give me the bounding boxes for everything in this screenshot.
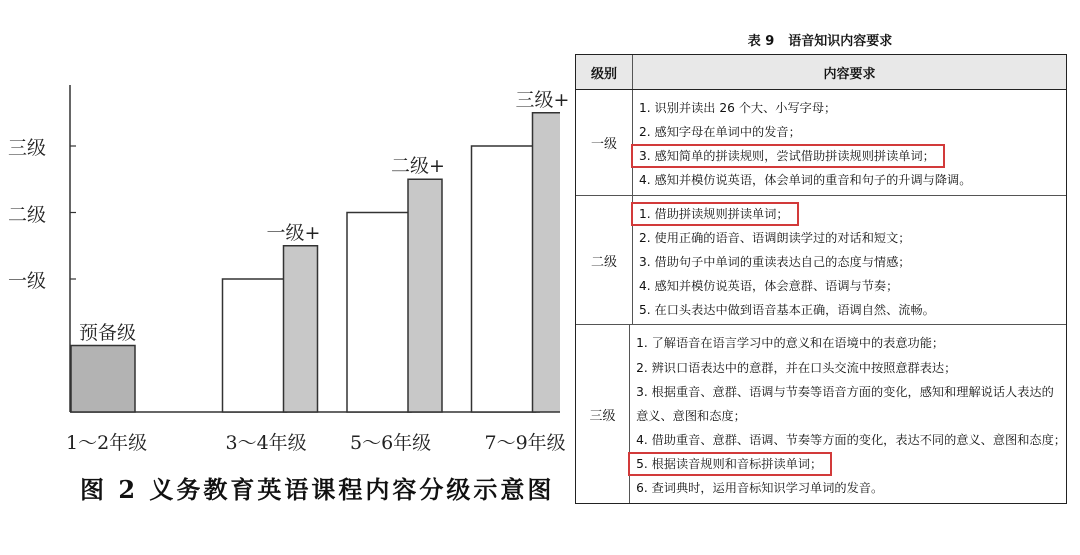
requirement-item-highlighted: 1. 借助拼读规则拼读单词； [633,204,797,224]
requirement-item-wrapper [639,96,1066,120]
requirement-item: 1. 了解语音在语言学习中的意义和在语境中的表意功能； [636,336,945,351]
requirements-cell [633,196,1066,325]
bar-plus-level [408,179,442,412]
bar-preparatory [71,346,135,413]
table-name: 语音知识内容要求 [788,34,893,49]
table-row [576,325,1066,502]
requirement-item-wrapper [639,250,1066,274]
table-row [576,196,1066,326]
requirement-item: 4. 感知并模仿说英语，体会意群、语调与节奏； [639,279,899,294]
bar-plus-level [284,246,318,412]
y-tick-label: 二级 [8,203,47,226]
requirement-item-wrapper [639,274,1066,298]
table-header-row [576,55,1066,90]
bar-level-label: 三级+ [515,88,570,111]
x-category-label: 5～6年级 [350,432,432,454]
requirement-item: 2. 辨识口语表达中的意群，并在口头交流中按照意群表达； [636,360,957,375]
header-content: 内容要求 [823,66,876,82]
header-level: 级别 [576,55,633,89]
y-tick-label: 三级 [8,137,47,159]
requirement-item-wrapper [639,168,1066,192]
requirement-item-wrapper [639,144,1066,168]
requirement-item-highlighted: 5. 根据读音规则和音标拼读单词； [630,454,830,474]
level-cell: 二级 [576,196,633,325]
table-body [576,90,1066,503]
requirement-item: 3. 借助句子中单词的重读表达自己的态度与情感； [639,254,911,269]
requirement-item: 2. 使用正确的语音、语调朗读学过的对话和短文； [639,230,911,245]
requirement-item-highlighted: 3. 感知简单的拼读规则，尝试借助拼读规则拼读单词； [633,146,943,166]
y-tick-label: 一级 [8,270,47,292]
requirement-item: 1. 识别并读出 26 个大、小写字母； [639,101,837,115]
x-category-label: 3～4年级 [225,432,307,454]
content-requirements-table [575,54,1067,504]
requirement-item-wrapper [636,331,1066,355]
requirement-item: 3. 根据重音、意群、语调与节奏等语音方面的变化，感知和理解说话人表达的意义、意图和态度； [636,384,1054,424]
table-number: 表 9 [747,34,775,49]
figure-caption: 图 2 义务教育英语课程内容分级示意图 [80,475,555,504]
requirement-item-wrapper [636,356,1066,380]
bar-level-label: 预备级 [79,321,137,344]
x-category-label: 7～9年级 [484,432,566,454]
requirements-cell [633,90,1066,195]
requirement-item-wrapper [636,380,1066,428]
bar-plus-level [533,113,561,412]
table-title [575,30,1065,49]
bar-base-level [472,146,536,412]
requirement-item-wrapper [636,452,1066,476]
requirement-item-wrapper [639,120,1066,144]
requirement-item-wrapper [639,202,1066,226]
bar-level-label: 一级+ [266,221,321,244]
x-category-label: 1～2年级 [66,432,148,454]
requirement-item: 2. 感知字母在单词中的发音； [639,125,801,140]
bar-base-level [223,279,287,412]
bar-level-label: 二级+ [391,155,445,178]
requirement-item-wrapper [639,298,1066,322]
table-row [576,90,1066,196]
requirements-cell [630,325,1066,502]
requirement-item: 4. 感知并模仿说英语，体会单词的重音和句子的升调与降调。 [639,173,972,188]
requirement-item: 4. 借助重音、意群、语调、节奏等方面的变化，表达不同的意义、意图和态度； [636,433,1066,448]
bar-base-level [347,213,411,413]
level-cell: 三级 [576,325,630,502]
requirement-item: 6. 查词典时，运用音标知识学习单词的发音。 [636,481,884,496]
requirement-item-wrapper [636,476,1066,500]
requirement-item: 5. 在口头表达中做到语音基本正确，语调自然、流畅。 [639,303,935,318]
requirement-item-wrapper [639,226,1066,250]
level-cell: 一级 [576,90,633,195]
requirement-item-wrapper [636,428,1066,452]
